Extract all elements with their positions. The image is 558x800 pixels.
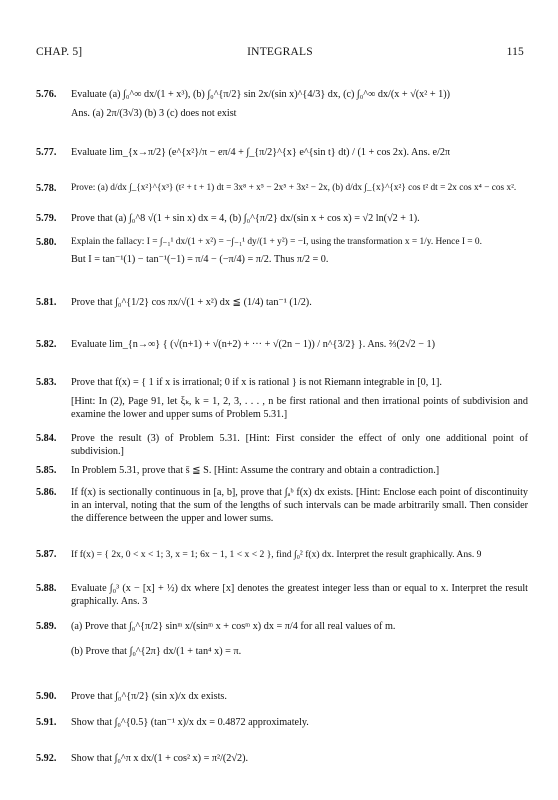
problem-number: 5.84. — [36, 433, 57, 444]
running-header — [36, 46, 524, 62]
problem-number: 5.89. — [36, 621, 57, 632]
problem-text: Evaluate lim_{n→∞} { (√(n+1) + √(n+2) + ··· + √(2n − 1)) / n^{3/2} }. Ans. ⅔(2√2 − 1) — [71, 339, 435, 350]
problem-text: Explain the fallacy: I = ∫₋₁¹ dx/(1 + x²) = −∫₋₁¹ dy/(1 + y²) = −I, using the transformation x = 1/y. Hence I = 0. — [71, 237, 482, 247]
problem-text: Evaluate lim_{x→π/2} (e^{x²}/π − eπ/4 + ∫_{π/2}^{x} e^{sin t} dt) / (1 + cos 2x). Ans. e/2π — [71, 147, 451, 158]
problem-text: If f(x) is sectionally continuous in [a, b], prove that ∫ₐᵇ f(x) dx exists. [Hint: Enclose each point of discontinuity in an interval, noting that the sum of the lengths of such intervals can be made arbitrarily small. Then consider the difference between the upper and lower sums. — [71, 487, 528, 524]
problem-number: 5.83. — [36, 377, 57, 388]
problem-number: 5.78. — [36, 183, 57, 194]
problem-text: Prove that (a) ∫₀^8 √(1 + sin x) dx = 4, (b) ∫₀^{π/2} dx/(sin x + cos x) = √2 ln(√2 + 1). — [71, 213, 420, 224]
problem-text: If f(x) = { 2x, 0 < x < 1; 3, x = 1; 6x − 1, 1 < x < 2 }, find ∫₀² f(x) dx. Interpret the result graphically. Ans. 9 — [71, 549, 482, 560]
problem-text: Prove: (a) d/dx ∫_{x²}^{x³} (t² + t + 1) dt = 3x⁸ + x⁵ − 2x⁵ + 3x² − 2x, (b) d/dx ∫_{x}^{x²} cos t² dt = 2x cos x⁴ − cos x². — [71, 183, 517, 193]
problem-text: Evaluate ∫₀³ (x − [x] + ½) dx where [x] denotes the greatest integer less than or equal to x. Interpret the result graphically. Ans. 3 — [71, 583, 528, 607]
problem-number: 5.85. — [36, 465, 57, 476]
problem-number: 5.80. — [36, 237, 57, 248]
problem-text: Show that ∫₀^{0.5} (tan⁻¹ x)/x dx = 0.4872 approximately. — [71, 717, 309, 728]
problem-number: 5.87. — [36, 549, 57, 560]
problem-number: 5.92. — [36, 753, 57, 764]
problem-number: 5.79. — [36, 213, 57, 224]
problem-number: 5.77. — [36, 147, 57, 158]
problem-number: 5.86. — [36, 487, 57, 498]
problem-number: 5.76. — [36, 89, 57, 100]
problem-text: Prove the result (3) of Problem 5.31. [Hint: First consider the effect of only one additional point of subdivision.] — [71, 433, 528, 457]
problem-number: 5.91. — [36, 717, 57, 728]
page-number: 115 — [506, 46, 524, 58]
answer-text: Ans. (a) 2π/(3√3) (b) 3 (c) does not exist — [71, 108, 237, 119]
chapter-label: CHAP. 5] — [36, 46, 83, 58]
hint-text: [Hint: In (2), Page 91, let ξₖ, k = 1, 2, 3, . . . , n be first rational and then irrational points of subdivision and examine the lower and upper sums of Problem 5.31.] — [71, 396, 528, 420]
section-title: INTEGRALS — [247, 46, 313, 58]
problem-text: Prove that f(x) = { 1 if x is irrational; 0 if x is rational } is not Riemann integrable in [0, 1]. — [71, 377, 442, 388]
problem-text: Prove that ∫₀^{1/2} cos πx/√(1 + x²) dx ≦ (1/4) tan⁻¹ (1/2). — [71, 297, 312, 308]
problem-text: (a) Prove that ∫₀^{π/2} sinᵐ x/(sinᵐ x + cosᵐ x) dx = π/4 for all real values of m. — [71, 621, 396, 632]
problem-text: But I = tan⁻¹(1) − tan⁻¹(−1) = π/4 − (−π/4) = π/2. Thus π/2 = 0. — [71, 254, 329, 265]
problem-text: Evaluate (a) ∫₀^∞ dx/(1 + x³), (b) ∫₀^{π/2} sin 2x/(sin x)^{4/3} dx, (c) ∫₀^∞ dx/(x + √(x² + 1)) — [71, 89, 451, 100]
problem-number: 5.90. — [36, 691, 57, 702]
problem-number: 5.88. — [36, 583, 57, 594]
problem-text: (b) Prove that ∫₀^{2π} dx/(1 + tan⁴ x) = π. — [71, 646, 242, 657]
problem-text: In Problem 5.31, prove that s̄ ≦ S. [Hint: Assume the contrary and obtain a contradiction.] — [71, 465, 440, 476]
problem-text: Prove that ∫₀^{π/2} (sin x)/x dx exists. — [71, 691, 227, 702]
problem-number: 5.82. — [36, 339, 57, 350]
problem-text: Show that ∫₀^π x dx/(1 + cos² x) = π²/(2√2). — [71, 753, 249, 764]
problem-number: 5.81. — [36, 297, 57, 308]
